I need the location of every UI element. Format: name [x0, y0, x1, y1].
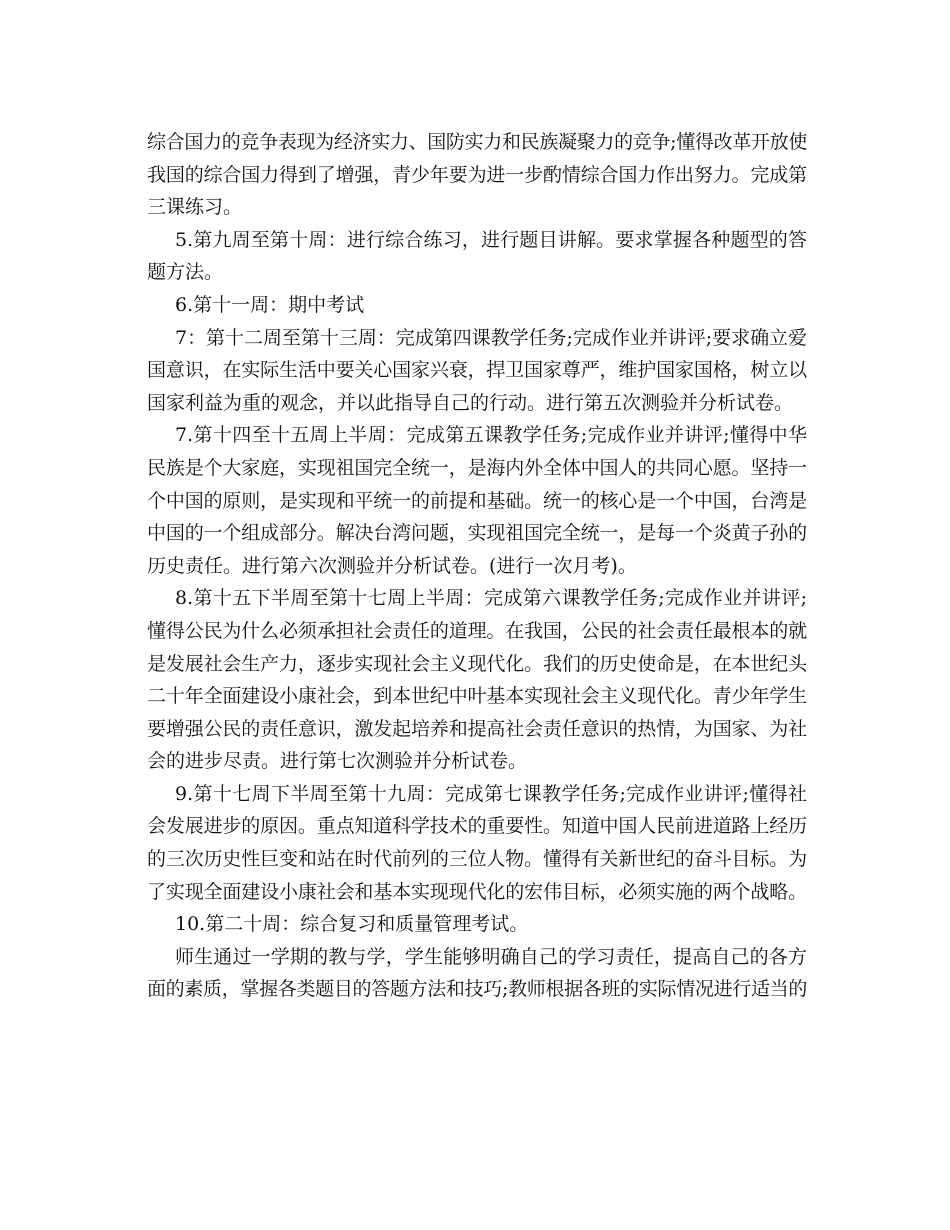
text-line: 7.第十四至十五周上半周：完成第五课教学任务;完成作业并讲评;懂得中华 — [175, 424, 807, 447]
text-line: 题方法。 — [147, 261, 224, 284]
text-line: 9.第十七周下半周至第十九周：完成第七课教学任务;完成作业讲评;懂得社 — [175, 782, 807, 805]
text-line: 面的素质，掌握各类题目的答题方法和技巧;教师根据各班的实际情况进行适当的 — [147, 978, 807, 1001]
text-line: 的三次历史性巨变和站在时代前列的三位人物。懂得有关新世纪的奋斗目标。为 — [147, 848, 807, 871]
text-line: 会的进步尽责。进行第七次测验并分析试卷。 — [147, 750, 528, 773]
text-line: 要增强公民的责任意识，激发起培养和提高社会责任意识的热情，为国家、为社 — [147, 717, 807, 740]
text-line: 国意识，在实际生活中要关心国家兴衰，捍卫国家尊严，维护国家国格，树立以 — [147, 359, 807, 382]
text-line: 综合国力的竞争表现为经济实力、国防实力和民族凝聚力的竞争;懂得改革开放使 — [147, 131, 807, 153]
text-line: 了实现全面建设小康社会和基本实现现代化的宏伟目标，必须实施的两个战略。 — [147, 880, 807, 903]
text-line: 5.第九周至第十周：进行综合练习，进行题目讲解。要求掌握各种题型的答 — [175, 228, 807, 251]
text-line: 6.第十一周：期中考试 — [175, 293, 365, 316]
text-line: 国家利益为重的观念，并以此指导自己的行动。进行第五次测验并分析试卷。 — [147, 391, 794, 414]
text-line: 懂得公民为什么必须承担社会责任的道理。在我国，公民的社会责任最根本的就 — [147, 619, 807, 642]
text-line: 历史责任。进行第六次测验并分析试卷。(进行一次月考)。 — [147, 554, 637, 577]
document-body — [147, 126, 807, 1006]
text-line: 个中国的原则，是实现和平统一的前提和基础。统一的核心是一个中国，台湾是 — [147, 489, 807, 512]
text-line: 8.第十五下半周至第十七周上半周：完成第六课教学任务;完成作业并讲评; — [175, 587, 807, 610]
text-line: 师生通过一学期的教与学，学生能够明确自己的学习责任，提高自己的各方 — [175, 945, 807, 968]
text-line: 是发展社会生产力，逐步实现社会主义现代化。我们的历史使命是，在本世纪头 — [147, 652, 807, 675]
text-line: 三课练习。 — [147, 196, 243, 219]
text-line: 10.第二十周：综合复习和质量管理考试。 — [175, 913, 529, 936]
text-line: 二十年全面建设小康社会，到本世纪中叶基本实现社会主义现代化。青少年学生 — [147, 685, 807, 708]
text-line: 会发展进步的原因。重点知道科学技术的重要性。知道中国人民前进道路上经历 — [147, 815, 807, 838]
text-line: 中国的一个组成部分。解决台湾问题，实现祖国完全统一，是每一个炎黄子孙的 — [147, 522, 807, 545]
text-line: 7：第十二周至第十三周：完成第四课教学任务;完成作业并讲评;要求确立爱 — [175, 326, 807, 349]
text-line: 我国的综合国力得到了增强，青少年要为进一步酌情综合国力作出努力。完成第 — [147, 163, 807, 186]
text-line: 民族是个大家庭，实现祖国完全统一，是海内外全体中国人的共同心愿。坚持一 — [147, 456, 807, 479]
